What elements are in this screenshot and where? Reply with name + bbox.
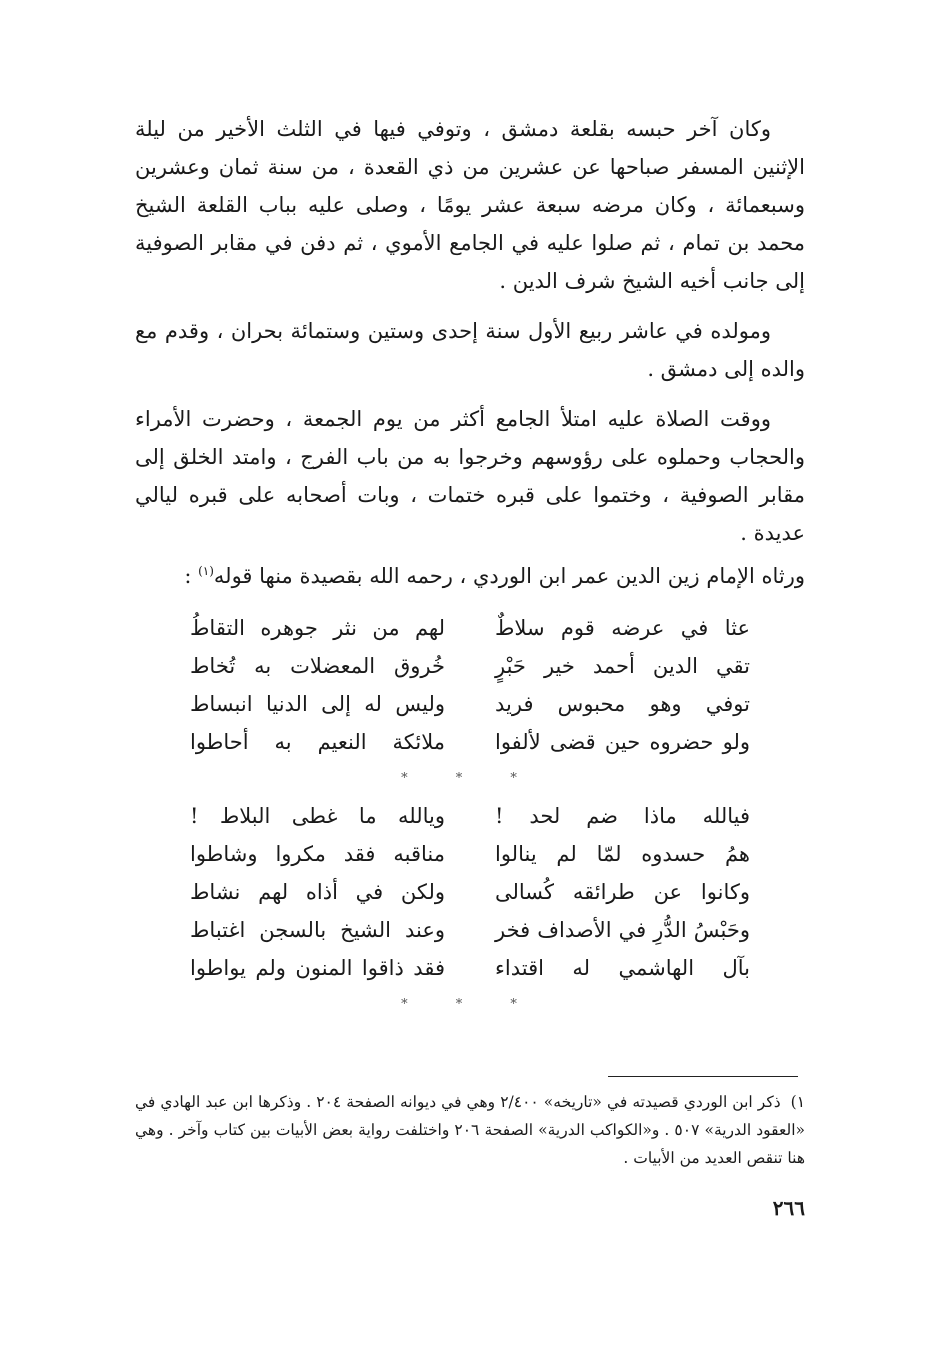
- verse-first-hemistich: ولو حضروه حين قضى لألفوا: [495, 730, 750, 754]
- verse-second-hemistich: مناقبه فقد مكروا وشاطوا: [190, 842, 445, 866]
- verse-first-hemistich: توفي وهو محبوس فريد: [495, 692, 750, 716]
- verse: [190, 835, 750, 873]
- verse-second-hemistich: وعند الشيخ بالسجن اغتباط: [190, 918, 445, 942]
- verse-first-hemistich: وحَبْسُ الدُّرِ في الأصداف فخر: [495, 918, 750, 942]
- verse-first-hemistich: فيالله ماذا ضم لحد !: [495, 804, 750, 828]
- verse-second-hemistich: ولكن في أذاه لهم نشاط: [190, 880, 445, 904]
- verse-first-hemistich: همُ حسدوه لمّا لم ينالوا: [495, 842, 750, 866]
- verse: [190, 911, 750, 949]
- stanza-separator-end: * * *: [401, 997, 539, 1012]
- verse-second-hemistich: ويالله ما غطى البلاط !: [190, 804, 445, 828]
- verse-first-hemistich: بآل الهاشمي له اقتداء: [495, 956, 750, 980]
- verse: [190, 609, 750, 647]
- verse: [190, 647, 750, 685]
- verse: [190, 797, 750, 835]
- verse: [190, 723, 750, 761]
- paragraph-funeral: ووقت الصلاة عليه امتلأ الجامع أكثر من يوم الجمعة ، وحضرت الأمراء والحجاب وحملوه على رؤوسهم وخرجوا به من باب الفرج ، وامتد الخلق إلى مقابر الصوفية ، وختموا على قبره ختمات ، وبات أصحابه على قبره ليالي عديدة .: [135, 407, 805, 545]
- verse: [190, 873, 750, 911]
- verse-second-hemistich: فقد ذاقوا المنون ولم يواطوا: [190, 956, 445, 980]
- verse-second-hemistich: ملائكة النعيم به أحاطوا: [190, 730, 445, 754]
- page-body: [135, 110, 805, 1023]
- footnote-text: ذكر ابن الوردي قصيدته في «تاريخه» ٢/٤٠٠ وهي في ديوانه الصفحة ٢٠٤ . وذكرها ابن عبد الهادي في «العقود الدرية» ٥٠٧ . و«الكواكب الدرية» الصفحة ٢٠٦ واختلفت رواية بعض الأبيات بين كتاب وآخر . وهي هنا تنقص العديد من الأبيات .: [135, 1093, 805, 1167]
- poem-part-2: [190, 797, 750, 987]
- poem-part-1: [190, 609, 750, 761]
- footnote-marker: ١): [790, 1093, 806, 1111]
- paragraph-elegy-intro: [135, 552, 805, 595]
- verse: [190, 949, 750, 987]
- paragraph-death: وكان آخر حبسه بقلعة دمشق ، وتوفي فيها في الثلث الأخير من ليلة الإثنين المسفر صباحها عن عشرين من ذي القعدة ، من سنة ثمان وعشرين وسبعمائة ، وكان مرضه سبعة عشر يومًا ، وصلى عليه بباب القلعة الشيخ محمد بن تمام ، ثم صلوا عليه في الجامع الأموي ، ثم دفن في مقابر الصوفية إلى جانب أخيه الشيخ شرف الدين .: [135, 117, 805, 293]
- stanza-separator: * * *: [401, 771, 539, 786]
- verse: [190, 685, 750, 723]
- intro-colon: :: [184, 564, 199, 588]
- footnote: [135, 1088, 805, 1172]
- verse-second-hemistich: لهم من نثر جوهره التقاطُ: [190, 616, 445, 640]
- intro-text: ورثاه الإمام زين الدين عمر ابن الوردي ، رحمه الله بقصيدة منها قوله: [213, 564, 805, 588]
- verse-second-hemistich: خُروق المعضلات به تُخاط: [190, 654, 445, 678]
- paragraph-birth: ومولده في عاشر ربيع الأول سنة إحدى وستين وستمائة بحران ، وقدم مع والده إلى دمشق .: [135, 319, 805, 381]
- verse-second-hemistich: وليس له إلى الدنيا انبساط: [190, 692, 445, 716]
- verse-first-hemistich: وكانوا عن طرائقه كُسالى: [495, 880, 750, 904]
- verse-first-hemistich: تقي الدين أحمد خير حَبْرٍ: [495, 654, 750, 678]
- footnote-ref: (١): [198, 564, 214, 578]
- footnote-divider: [608, 1076, 798, 1077]
- verse-first-hemistich: عثا في عرضه قوم سلاطٌ: [495, 616, 750, 640]
- page-number: ٢٦٦: [772, 1196, 805, 1220]
